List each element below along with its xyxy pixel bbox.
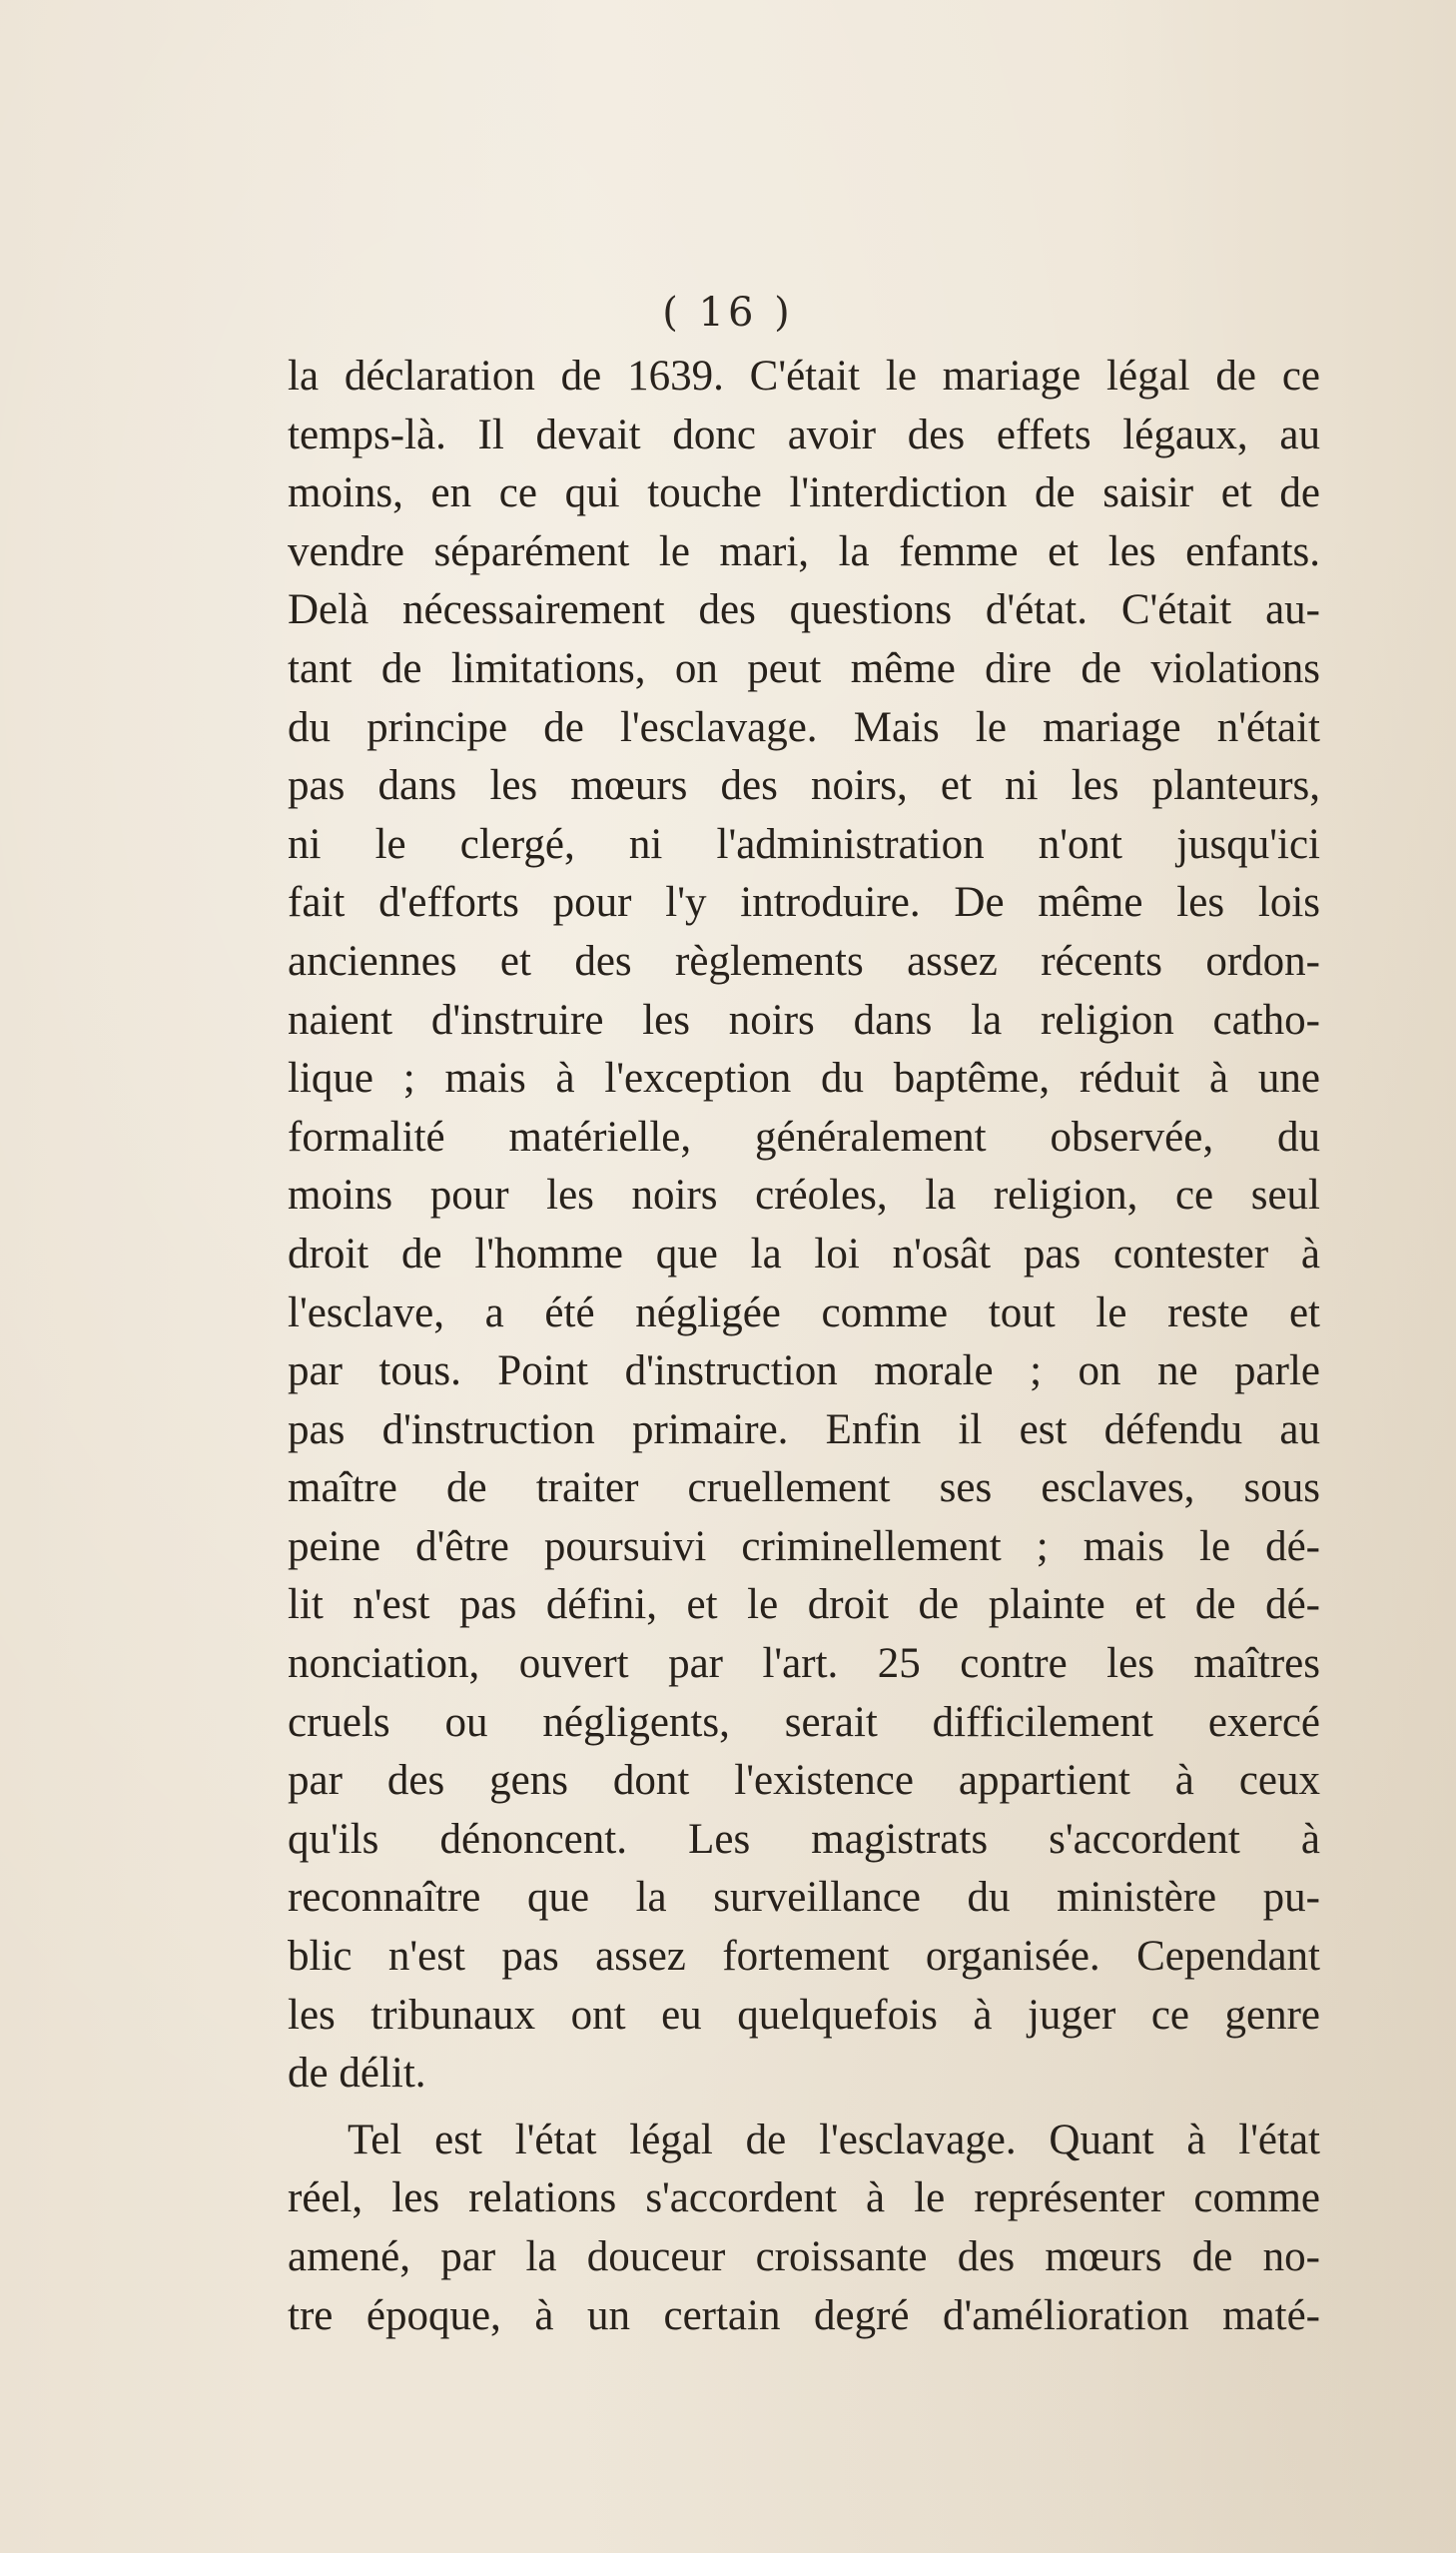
text-line: tre époque, à un certain degré d'amélioration maté- [288, 2291, 1320, 2339]
text-line: blic n'est pas assez fortement organisée. Cependant [288, 1933, 1320, 1981]
text-line: Delà nécessairement des questions d'état. C'était au- [288, 586, 1320, 634]
text-line: moins pour les noirs créoles, la religion, ce seul [288, 1172, 1320, 1220]
text-line: de délit. [288, 2050, 426, 2098]
text-line: la déclaration de 1639. C'était le mariage légal de ce [288, 353, 1320, 400]
body-text [288, 348, 1320, 2345]
text-line: réel, les relations s'accordent à le représenter comme [288, 2174, 1320, 2222]
text-line: lique ; mais à l'exception du baptême, réduit à une [288, 1055, 1320, 1103]
text-line: moins, en ce qui touche l'interdiction de saisir et de [288, 469, 1320, 517]
text-line: fait d'efforts pour l'y introduire. De même les lois [288, 879, 1320, 927]
text-line: du principe de l'esclavage. Mais le mariage n'était [288, 703, 1320, 751]
text-line: tant de limitations, on peut même dire de violations [288, 644, 1320, 692]
text-line: cruels ou négligents, serait difficilement exercé [288, 1698, 1320, 1746]
text-line: temps-là. Il devait donc avoir des effets légaux, au [288, 411, 1320, 458]
text-line: nonciation, ouvert par l'art. 25 contre les maîtres [288, 1640, 1320, 1688]
text-line: pas dans les mœurs des noirs, et ni les planteurs, [288, 762, 1320, 810]
text-line: droit de l'homme que la loi n'osât pas contester à [288, 1230, 1320, 1277]
text-line: formalité matérielle, généralement observée, du [288, 1113, 1320, 1161]
text-line: pas d'instruction primaire. Enfin il est défendu au [288, 1405, 1320, 1453]
text-line: anciennes et des règlements assez récents ordon- [288, 937, 1320, 985]
text-line: peine d'être poursuivi criminellement ; mais le dé- [288, 1522, 1320, 1570]
text-line: par des gens dont l'existence appartient à ceux [288, 1757, 1320, 1805]
text-line: Tel est l'état légal de l'esclavage. Quant à l'état [348, 2116, 1320, 2163]
text-line: par tous. Point d'instruction morale ; on ne parle [288, 1347, 1320, 1395]
text-line: l'esclave, a été négligée comme tout le reste et [288, 1288, 1320, 1336]
text-line: amené, par la douceur croissante des mœurs de no- [288, 2233, 1320, 2280]
text-line: reconnaître que la surveillance du ministère pu- [288, 1874, 1320, 1922]
text-line: vendre séparément le mari, la femme et les enfants. [288, 527, 1320, 575]
text-line: ni le clergé, ni l'administration n'ont jusqu'ici [288, 820, 1320, 868]
paragraph-break [288, 2104, 1320, 2112]
text-line: naient d'instruire les noirs dans la religion catho- [288, 996, 1320, 1044]
text-line: maître de traiter cruellement ses esclaves, sous [288, 1464, 1320, 1512]
text-line: qu'ils dénoncent. Les magistrats s'accordent à [288, 1815, 1320, 1863]
page-number: ( 16 ) [662, 290, 794, 336]
text-line: les tribunaux ont eu quelquefois à juger ce genre [288, 1991, 1320, 2039]
text-line: lit n'est pas défini, et le droit de plainte et de dé- [288, 1581, 1320, 1629]
